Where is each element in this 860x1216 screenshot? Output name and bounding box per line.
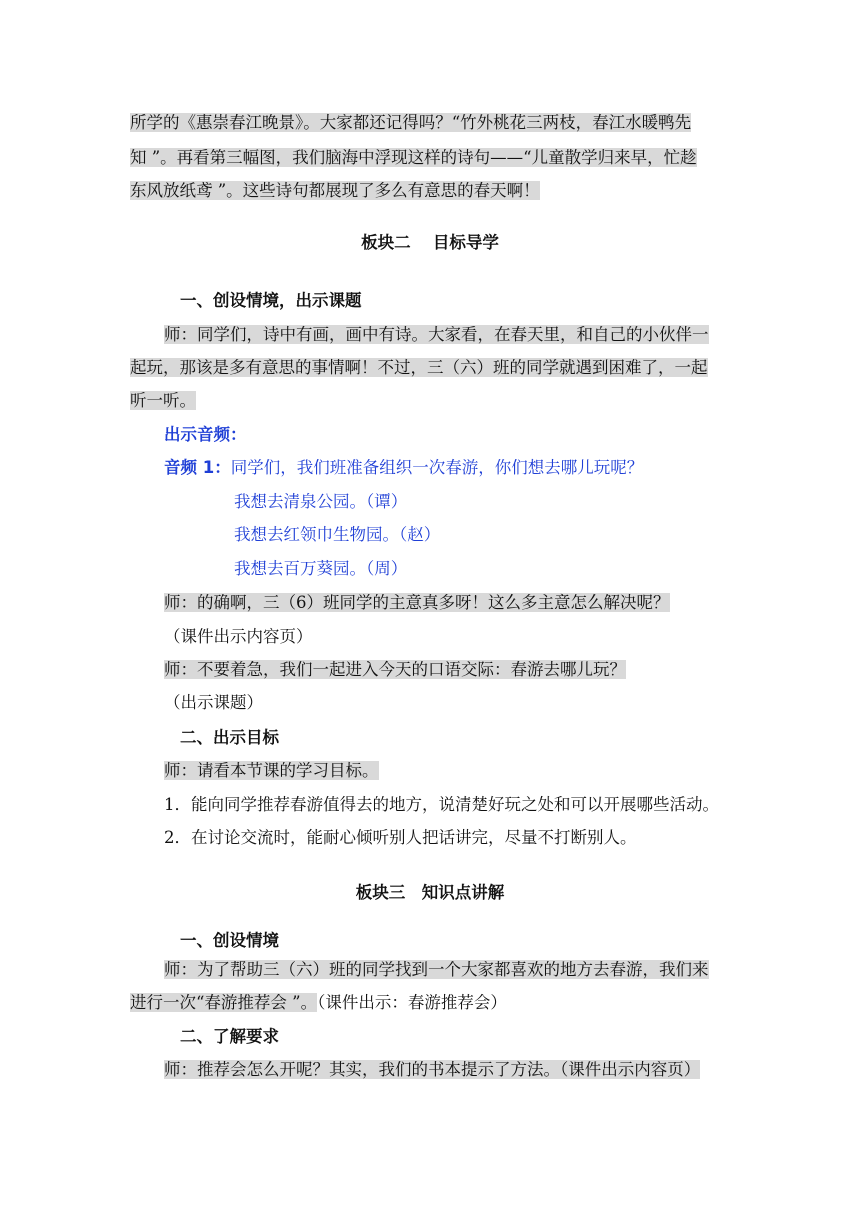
section2-para1-line2: [130, 355, 708, 381]
section2-title: 板块二 目标导学: [361, 233, 499, 252]
goal-1: 1．能向同学推荐春游值得去的地方，说清楚好玩之处和可以开展哪些活动。: [164, 795, 719, 814]
intro-paragraph-line2: [130, 145, 697, 171]
section2-para4-text: 师：请看本节课的学习目标。: [164, 761, 379, 780]
section2-para3: [164, 657, 626, 683]
intro-line-3: 东风放纸鸢 ”。这些诗句都展现了多么有意思的春天啊！: [130, 181, 540, 200]
section3-title: 板块三 知识点讲解: [355, 883, 505, 902]
audio-1-label: 音频 1：: [164, 458, 231, 477]
section3-heading-1: 一、创设情境: [180, 931, 279, 950]
section3-para1-line1: [164, 957, 709, 983]
section2-para1-line3: [130, 388, 196, 414]
section3-para1-line2: [130, 990, 507, 1016]
intro-paragraph: [130, 110, 691, 136]
section2-para1-text-2: 起玩，那该是多有意思的事情啊！不过，三（六）班的同学就遇到困难了，一起: [130, 358, 708, 377]
section3-para2: [164, 1057, 700, 1083]
section2-para1-text-1: 师：同学们，诗中有画，画中有诗。大家看，在春天里，和自己的小伙伴一: [164, 325, 709, 344]
audio-heading: 出示音频：: [164, 425, 247, 444]
section3-heading-2: 二、了解要求: [180, 1027, 279, 1046]
section2-heading-2: 二、出示目标: [180, 728, 279, 747]
section2-para1-text-3: 听一听。: [130, 391, 196, 410]
section3-para1-text-2: 进行一次“春游推荐会 ”。: [130, 993, 318, 1012]
section2-para1-line1: [164, 322, 709, 348]
section2-para2: [164, 590, 670, 616]
section2-para2-text: 师：的确啊，三（6）班同学的主意真多呀！这么多主意怎么解决呢？: [164, 593, 670, 612]
section2-para2-note: （课件出示内容页）: [164, 627, 313, 646]
section2-heading-1: 一、创设情境，出示课题: [180, 291, 362, 310]
section3-para1-text-3: （课件出示：春游推荐会）: [317, 993, 507, 1012]
audio-1-text: 同学们，我们班准备组织一次春游，你们想去哪儿玩呢？: [230, 458, 644, 477]
audio-1-line: [164, 455, 643, 481]
intro-line-2: 知 ”。再看第三幅图，我们脑海中浮现这样的诗句——“儿童散学归来早，忙趁: [130, 148, 697, 167]
intro-line-1: 所学的《惠崇春江晚景》。大家都还记得吗？“竹外桃花三两枝，春江水暖鸭先: [130, 113, 692, 132]
section2-para3-text: 师：不要着急，我们一起进入今天的口语交际：春游去哪儿玩？: [164, 660, 626, 679]
answer-1: 我想去清泉公园。（谭）: [234, 492, 408, 511]
answer-2: 我想去红领巾生物园。（赵）: [234, 525, 441, 544]
section3-para1-text-1: 师：为了帮助三（六）班的同学找到一个大家都喜欢的地方去春游，我们来: [164, 960, 709, 979]
answer-3: 我想去百万葵园。（周）: [234, 559, 408, 578]
goal-2: 2．在讨论交流时，能耐心倾听别人把话讲完，尽量不打断别人。: [164, 828, 637, 847]
intro-paragraph-line3: [130, 178, 540, 204]
section2-para4: [164, 758, 379, 784]
section3-para2-text: 师：推荐会怎么开呢？其实，我们的书本提示了方法。（课件出示内容页）: [164, 1060, 701, 1079]
section2-para3-note: （出示课题）: [164, 693, 263, 712]
